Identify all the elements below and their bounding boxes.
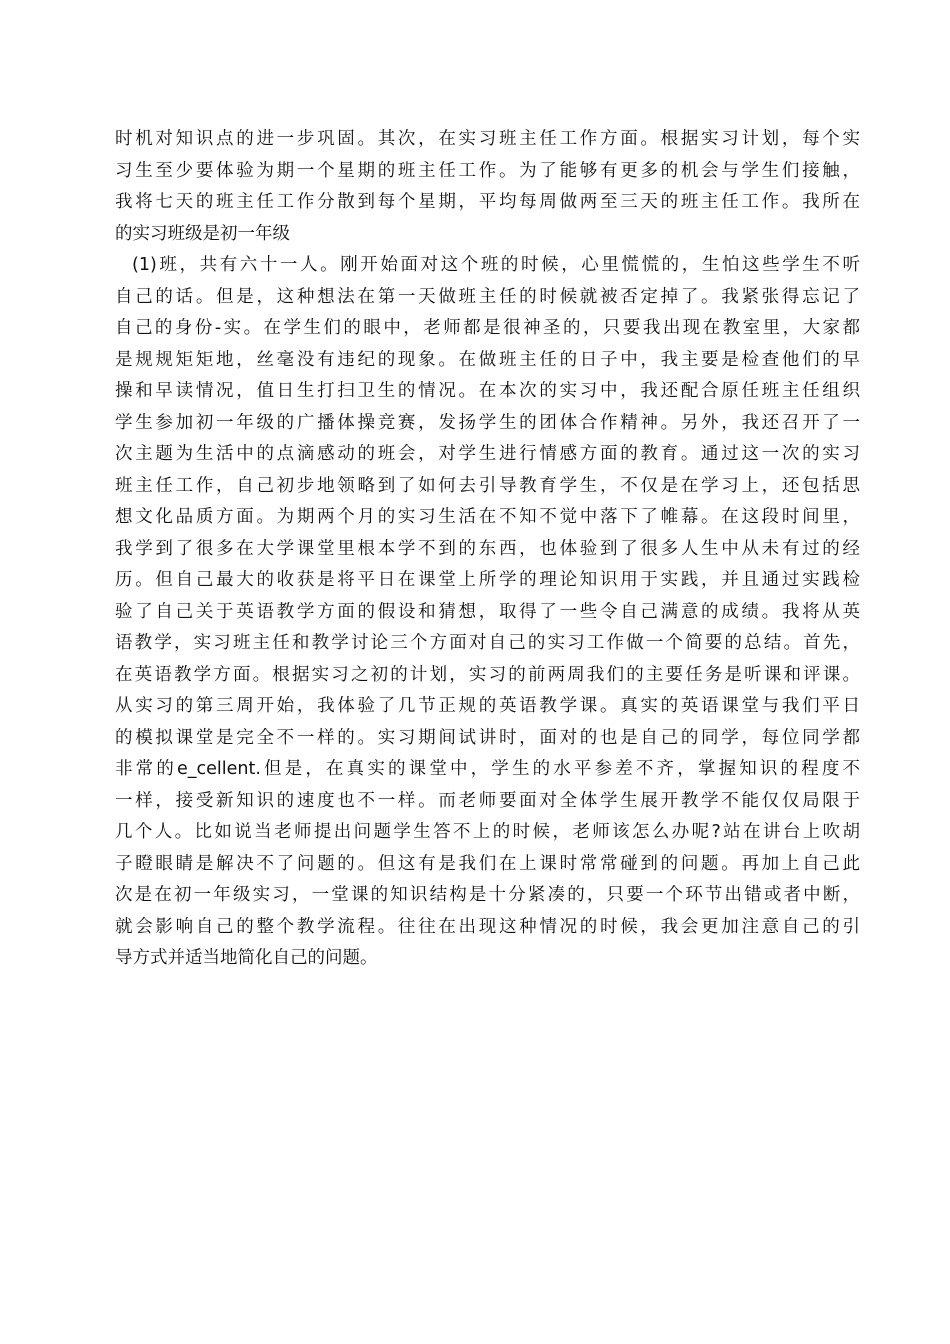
text-line: 自己的话。但是，这种想法在第一天做班主任的时候就被否定掉了。我紧张得忘记了 <box>115 286 860 307</box>
text-line: 操和早读情况，值日生打扫卫生的情况。在本次的实习中，我还配合原任班主任组织 <box>115 381 860 401</box>
text-line: 就会影响自己的整个教学流程。往往在出现这种情况的时候，我会更加注意自己的引 <box>115 916 860 937</box>
text-line: 子瞪眼睛是解决不了问题的。但这有是我们在上课时常常碰到的问题。再加上自己此 <box>115 853 860 874</box>
text-line: 几个人。比如说当老师提出问题学生答不上的时候，老师该怎么办呢?站在讲台上吹胡 <box>115 822 860 842</box>
text-line: 的模拟课堂是完全不一样的。实习期间试讲时，面对的也是自己的同学，每位同学都 <box>115 727 860 748</box>
text-line: 班主任工作，自己初步地领略到了如何去引导教育学生，不仅是在学习上，还包括思 <box>115 475 860 496</box>
text-line: 非常的e_cellent.但是，在真实的课堂中，学生的水平参差不齐，掌握知识的程度不 <box>115 759 860 779</box>
text-line: 验了自己关于英语教学方面的假设和猜想，取得了一些令自己满意的成绩。我将从英 <box>115 601 860 622</box>
body-text <box>115 124 860 975</box>
text-line: 导方式并适当地简化自己的问题。 <box>115 948 378 968</box>
text-line: 自己的身份-实。在学生们的眼中，老师都是很神圣的，只要我出现在教室里，大家都 <box>115 318 860 338</box>
text-line: 次主题为生活中的点滴感动的班会，对学生进行情感方面的教育。通过这一次的实习 <box>115 444 860 464</box>
text-line: 从实习的第三周开始，我体验了几节正规的英语教学课。真实的英语课堂与我们平日 <box>115 696 860 716</box>
text-line: 想文化品质方面。为期两个月的实习生活在不知不觉中落下了帷幕。在这段时间里， <box>115 507 860 527</box>
text-line: 语教学，实习班主任和教学讨论三个方面对自己的实习工作做一个简要的总结。首先， <box>115 633 860 653</box>
text-line: 的实习班级是初一年级 <box>115 223 290 244</box>
text-line: 我将七天的班主任工作分散到每个星期，平均每周做两至三天的班主任工作。我所在 <box>115 192 860 212</box>
text-line: (1)班，共有六十一人。刚开始面对这个班的时候，心里慌慌的，生怕这些学生不听 <box>132 255 860 275</box>
text-line: 历。但自己最大的收获是将平日在课堂上所学的理论知识用于实践，并且通过实践检 <box>115 570 860 590</box>
text-line: 次是在初一年级实习，一堂课的知识结构是十分紧凑的，只要一个环节出错或者中断， <box>115 885 860 905</box>
text-line: 我学到了很多在大学课堂里根本学不到的东西，也体验到了很多人生中从未有过的经 <box>115 538 860 559</box>
text-line: 一样，接受新知识的速度也不一样。而老师要面对全体学生展开教学不能仅仅局限于 <box>115 790 860 811</box>
text-line: 时机对知识点的进一步巩固。其次，在实习班主任工作方面。根据实习计划，每个实 <box>115 129 860 149</box>
text-line: 学生参加初一年级的广播体操竞赛，发扬学生的团体合作精神。另外，我还召开了一 <box>115 412 860 433</box>
text-line: 是规规矩矩地，丝毫没有违纪的现象。在做班主任的日子中，我主要是检查他们的早 <box>115 349 860 370</box>
text-line: 在英语教学方面。根据实习之初的计划，实习的前两周我们的主要任务是听课和评课。 <box>115 664 860 685</box>
text-line: 习生至少要体验为期一个星期的班主任工作。为了能够有更多的机会与学生们接触， <box>115 160 860 181</box>
